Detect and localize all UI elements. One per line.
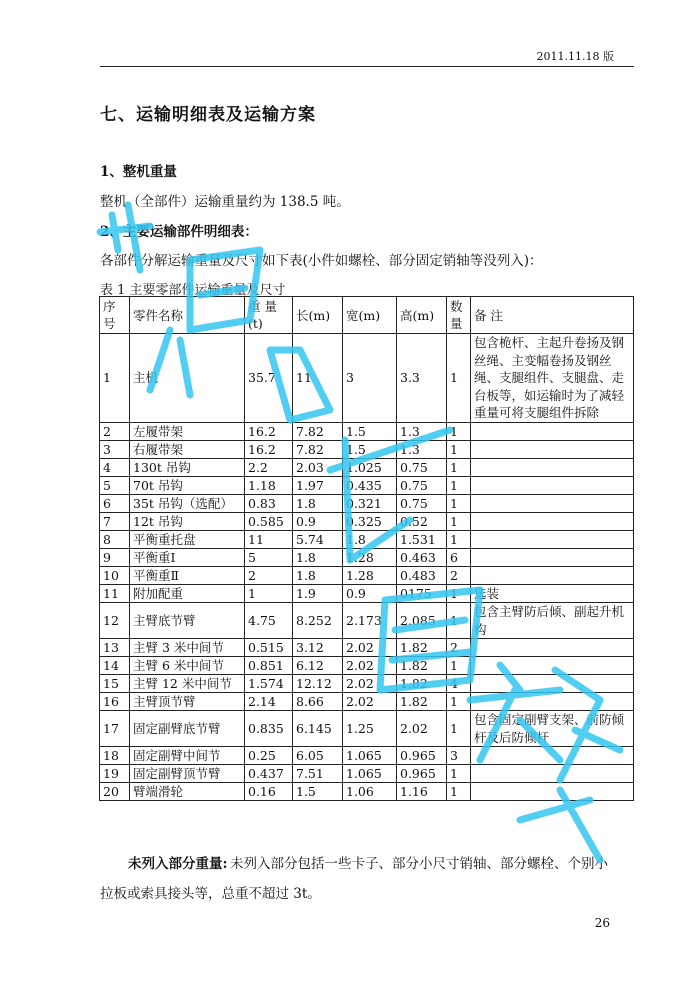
cell-seq: 2 xyxy=(100,422,130,440)
cell-height: 0.75 xyxy=(397,494,447,512)
table-row xyxy=(100,494,634,512)
cell-seq: 4 xyxy=(100,458,130,476)
cell-qty: 6 xyxy=(447,548,471,566)
section-title: 七、运输明细表及运输方案 xyxy=(100,105,316,125)
cell-note xyxy=(471,639,634,657)
cell-seq: 13 xyxy=(100,639,130,657)
cell-weight: 0.585 xyxy=(245,512,293,530)
cell-name: 主机 xyxy=(130,334,245,423)
table-row xyxy=(100,512,634,530)
page-number: 26 xyxy=(594,916,610,930)
cell-height: 1.82 xyxy=(397,675,447,693)
cell-qty: 1 xyxy=(447,693,471,711)
table-header-row xyxy=(100,297,634,334)
unlisted-weight-text: 未列入部分包括一些卡子、部分小尺寸销轴、部分螺栓、个别小 xyxy=(230,856,608,872)
cell-width: 2.02 xyxy=(343,675,397,693)
cell-width: 1.25 xyxy=(343,711,397,747)
cell-note xyxy=(471,512,634,530)
cell-seq: 16 xyxy=(100,693,130,711)
cell-length: 12.12 xyxy=(293,675,343,693)
cell-weight: 4.75 xyxy=(245,603,293,639)
cell-qty: 2 xyxy=(447,639,471,657)
cell-note xyxy=(471,548,634,566)
cell-note xyxy=(471,494,634,512)
cell-length: 7.82 xyxy=(293,422,343,440)
header-weight: 重 量(t) xyxy=(245,297,293,334)
cell-width: 0.9 xyxy=(343,584,397,603)
cell-weight: 2.2 xyxy=(245,458,293,476)
cell-name: 固定副臂底节臂 xyxy=(130,711,245,747)
cell-seq: 7 xyxy=(100,512,130,530)
table-row xyxy=(100,584,634,603)
cell-width: 0.321 xyxy=(343,494,397,512)
cell-height: 0.75 xyxy=(397,458,447,476)
cell-width: 1.025 xyxy=(343,458,397,476)
table-row xyxy=(100,476,634,494)
cell-width: 1.5 xyxy=(343,440,397,458)
cell-name: 平衡重托盘 xyxy=(130,530,245,548)
table-row xyxy=(100,566,634,584)
parts-list-intro: 各部件分解运输重量及尺寸如下表(小件如螺栓、部分固定销轴等没列入)： xyxy=(100,253,543,269)
cell-name: 70t 吊钩 xyxy=(130,476,245,494)
cell-width: 1.065 xyxy=(343,747,397,765)
cell-weight: 1 xyxy=(245,584,293,603)
cell-name: 左履带架 xyxy=(130,422,245,440)
cell-length: 2.03 xyxy=(293,458,343,476)
cell-qty: 1 xyxy=(447,783,471,801)
cell-height: 2.085 xyxy=(397,603,447,639)
cell-width: 2.02 xyxy=(343,657,397,675)
cell-seq: 5 xyxy=(100,476,130,494)
cell-width: 1.28 xyxy=(343,548,397,566)
cell-width: 2.173 xyxy=(343,603,397,639)
cell-height: 1.82 xyxy=(397,657,447,675)
cell-seq: 3 xyxy=(100,440,130,458)
cell-length: 8.252 xyxy=(293,603,343,639)
cell-qty: 1 xyxy=(447,422,471,440)
cell-width: 2.02 xyxy=(343,693,397,711)
cell-note: 包含桅杆、主起升卷扬及钢丝绳、主变幅卷扬及钢丝绳、支腿组件、支腿盘、走台板等，如运输时为了减轻重量可将支腿组件拆除 xyxy=(471,334,634,423)
table-row xyxy=(100,783,634,801)
header-rule xyxy=(100,66,634,67)
cell-seq: 19 xyxy=(100,765,130,783)
cell-name: 主臂 12 米中间节 xyxy=(130,675,245,693)
cell-width: 0.435 xyxy=(343,476,397,494)
cell-qty: 3 xyxy=(447,747,471,765)
cell-note xyxy=(471,675,634,693)
parts-table xyxy=(99,296,634,801)
cell-weight: 5 xyxy=(245,548,293,566)
cell-weight: 2.14 xyxy=(245,693,293,711)
cell-name: 主臂顶节臂 xyxy=(130,693,245,711)
cell-qty: 1 xyxy=(447,334,471,423)
cell-length: 0.9 xyxy=(293,512,343,530)
header-seq: 序号 xyxy=(100,297,130,334)
cell-height: 0.75 xyxy=(397,476,447,494)
cell-note xyxy=(471,440,634,458)
cell-note: 选装 xyxy=(471,584,634,603)
cell-seq: 17 xyxy=(100,711,130,747)
cell-qty: 1 xyxy=(447,512,471,530)
cell-seq: 12 xyxy=(100,603,130,639)
cell-seq: 10 xyxy=(100,566,130,584)
cell-qty: 1 xyxy=(447,711,471,747)
cell-seq: 11 xyxy=(100,584,130,603)
table-row xyxy=(100,440,634,458)
table-row xyxy=(100,548,634,566)
table-row xyxy=(100,334,634,423)
table-body xyxy=(100,334,634,801)
cell-note xyxy=(471,458,634,476)
cell-weight: 0.16 xyxy=(245,783,293,801)
cell-height: 0.52 xyxy=(397,512,447,530)
cell-name: 固定副臂顶节臂 xyxy=(130,765,245,783)
cell-seq: 6 xyxy=(100,494,130,512)
cell-height: 1.82 xyxy=(397,639,447,657)
cell-seq: 15 xyxy=(100,675,130,693)
cell-height: 2.02 xyxy=(397,711,447,747)
cell-name: 主臂 3 米中间节 xyxy=(130,639,245,657)
cell-height: 1.16 xyxy=(397,783,447,801)
machine-weight-text: 整机（全部件）运输重量约为 138.5 吨。 xyxy=(100,194,350,210)
cell-width: 1.06 xyxy=(343,783,397,801)
cell-seq: 8 xyxy=(100,530,130,548)
cell-weight: 0.25 xyxy=(245,747,293,765)
cell-width: 1.5 xyxy=(343,422,397,440)
cell-note xyxy=(471,422,634,440)
cell-seq: 14 xyxy=(100,657,130,675)
cell-height: 1.531 xyxy=(397,530,447,548)
cell-height: 0.463 xyxy=(397,548,447,566)
cell-name: 主臂 6 米中间节 xyxy=(130,657,245,675)
cell-seq: 1 xyxy=(100,334,130,423)
cell-height: 1.3 xyxy=(397,440,447,458)
cell-length: 7.51 xyxy=(293,765,343,783)
cell-length: 1.9 xyxy=(293,584,343,603)
cell-name: 35t 吊钩（选配） xyxy=(130,494,245,512)
cell-length: 6.05 xyxy=(293,747,343,765)
cell-note: 包含主臂防后倾、副起升机构 xyxy=(471,603,634,639)
cell-length: 1.8 xyxy=(293,548,343,566)
cell-weight: 35.7 xyxy=(245,334,293,423)
cell-note xyxy=(471,783,634,801)
cell-weight: 0.83 xyxy=(245,494,293,512)
cell-weight: 16.2 xyxy=(245,440,293,458)
cell-weight: 0.851 xyxy=(245,657,293,675)
header-height: 高(m) xyxy=(397,297,447,334)
table-row xyxy=(100,530,634,548)
cell-qty: 1 xyxy=(447,494,471,512)
cell-width: 2.02 xyxy=(343,639,397,657)
cell-qty: 1 xyxy=(447,657,471,675)
header-qty: 数量 xyxy=(447,297,471,334)
cell-name: 主臂底节臂 xyxy=(130,603,245,639)
cell-weight: 0.437 xyxy=(245,765,293,783)
cell-width: 3 xyxy=(343,334,397,423)
header-length: 长(m) xyxy=(293,297,343,334)
table-row xyxy=(100,675,634,693)
cell-seq: 18 xyxy=(100,747,130,765)
cell-weight: 1.18 xyxy=(245,476,293,494)
cell-length: 6.12 xyxy=(293,657,343,675)
cell-weight: 0.515 xyxy=(245,639,293,657)
cell-height: 3.3 xyxy=(397,334,447,423)
cell-weight: 2 xyxy=(245,566,293,584)
cell-note: 包含固定副臂支架、前防倾杆及后防倾杆 xyxy=(471,711,634,747)
cell-height: 1.82 xyxy=(397,693,447,711)
cell-height: 0175 xyxy=(397,584,447,603)
cell-qty: 1 xyxy=(447,476,471,494)
cell-qty: 1 xyxy=(447,458,471,476)
table-row xyxy=(100,422,634,440)
table-caption: 表 1 主要零部件运输重量及尺寸 xyxy=(100,283,286,298)
table-row xyxy=(100,657,634,675)
cell-width: 1.28 xyxy=(343,566,397,584)
header-width: 宽(m) xyxy=(343,297,397,334)
cell-note xyxy=(471,765,634,783)
cell-name: 附加配重 xyxy=(130,584,245,603)
table-row xyxy=(100,639,634,657)
table-row xyxy=(100,747,634,765)
cell-length: 1.97 xyxy=(293,476,343,494)
table-row xyxy=(100,765,634,783)
cell-length: 1.8 xyxy=(293,494,343,512)
cell-length: 5.74 xyxy=(293,530,343,548)
cell-note xyxy=(471,693,634,711)
cell-qty: 1 xyxy=(447,530,471,548)
cell-qty: 1 xyxy=(447,603,471,639)
cell-name: 平衡重Ⅱ xyxy=(130,566,245,584)
cell-weight: 16.2 xyxy=(245,422,293,440)
header-version: 2011.11.18 版 xyxy=(536,50,614,63)
cell-width: 0.325 xyxy=(343,512,397,530)
cell-length: 1.8 xyxy=(293,566,343,584)
table-row xyxy=(100,711,634,747)
cell-note xyxy=(471,530,634,548)
cell-weight: 11 xyxy=(245,530,293,548)
cell-note xyxy=(471,747,634,765)
cell-height: 1.3 xyxy=(397,422,447,440)
cell-length: 6.145 xyxy=(293,711,343,747)
subheading-parts-list: 2、主要运输部件明细表： xyxy=(100,224,258,240)
cell-qty: 1 xyxy=(447,440,471,458)
cell-weight: 0.835 xyxy=(245,711,293,747)
cell-width: 1.8 xyxy=(343,530,397,548)
cell-note xyxy=(471,657,634,675)
cell-qty: 4 xyxy=(447,675,471,693)
cell-length: 3.12 xyxy=(293,639,343,657)
cell-note xyxy=(471,476,634,494)
cell-name: 平衡重Ⅰ xyxy=(130,548,245,566)
subheading-machine-weight: 1、整机重量 xyxy=(100,164,177,180)
header-name: 零件名称 xyxy=(130,297,245,334)
table-row xyxy=(100,458,634,476)
cell-length: 8.66 xyxy=(293,693,343,711)
cell-width: 1.065 xyxy=(343,765,397,783)
cell-name: 12t 吊钩 xyxy=(130,512,245,530)
cell-qty: 1 xyxy=(447,765,471,783)
cell-weight: 1.574 xyxy=(245,675,293,693)
cell-length: 1.5 xyxy=(293,783,343,801)
cell-name: 130t 吊钩 xyxy=(130,458,245,476)
cell-height: 0.965 xyxy=(397,765,447,783)
unlisted-weight-text-continued: 拉板或索具接头等，总重不超过 3t。 xyxy=(100,886,321,902)
unlisted-weight-label: 未列入部分重量: xyxy=(128,856,228,872)
cell-seq: 9 xyxy=(100,548,130,566)
header-note: 备 注 xyxy=(471,297,634,334)
table-row xyxy=(100,693,634,711)
cell-name: 臂端滑轮 xyxy=(130,783,245,801)
table-row xyxy=(100,603,634,639)
cell-height: 0.965 xyxy=(397,747,447,765)
cell-qty: 1 xyxy=(447,584,471,603)
cell-length: 11 xyxy=(293,334,343,423)
cell-qty: 2 xyxy=(447,566,471,584)
cell-name: 固定副臂中间节 xyxy=(130,747,245,765)
cell-height: 0.483 xyxy=(397,566,447,584)
cell-note xyxy=(471,566,634,584)
cell-name: 右履带架 xyxy=(130,440,245,458)
cell-seq: 20 xyxy=(100,783,130,801)
cell-length: 7.82 xyxy=(293,440,343,458)
